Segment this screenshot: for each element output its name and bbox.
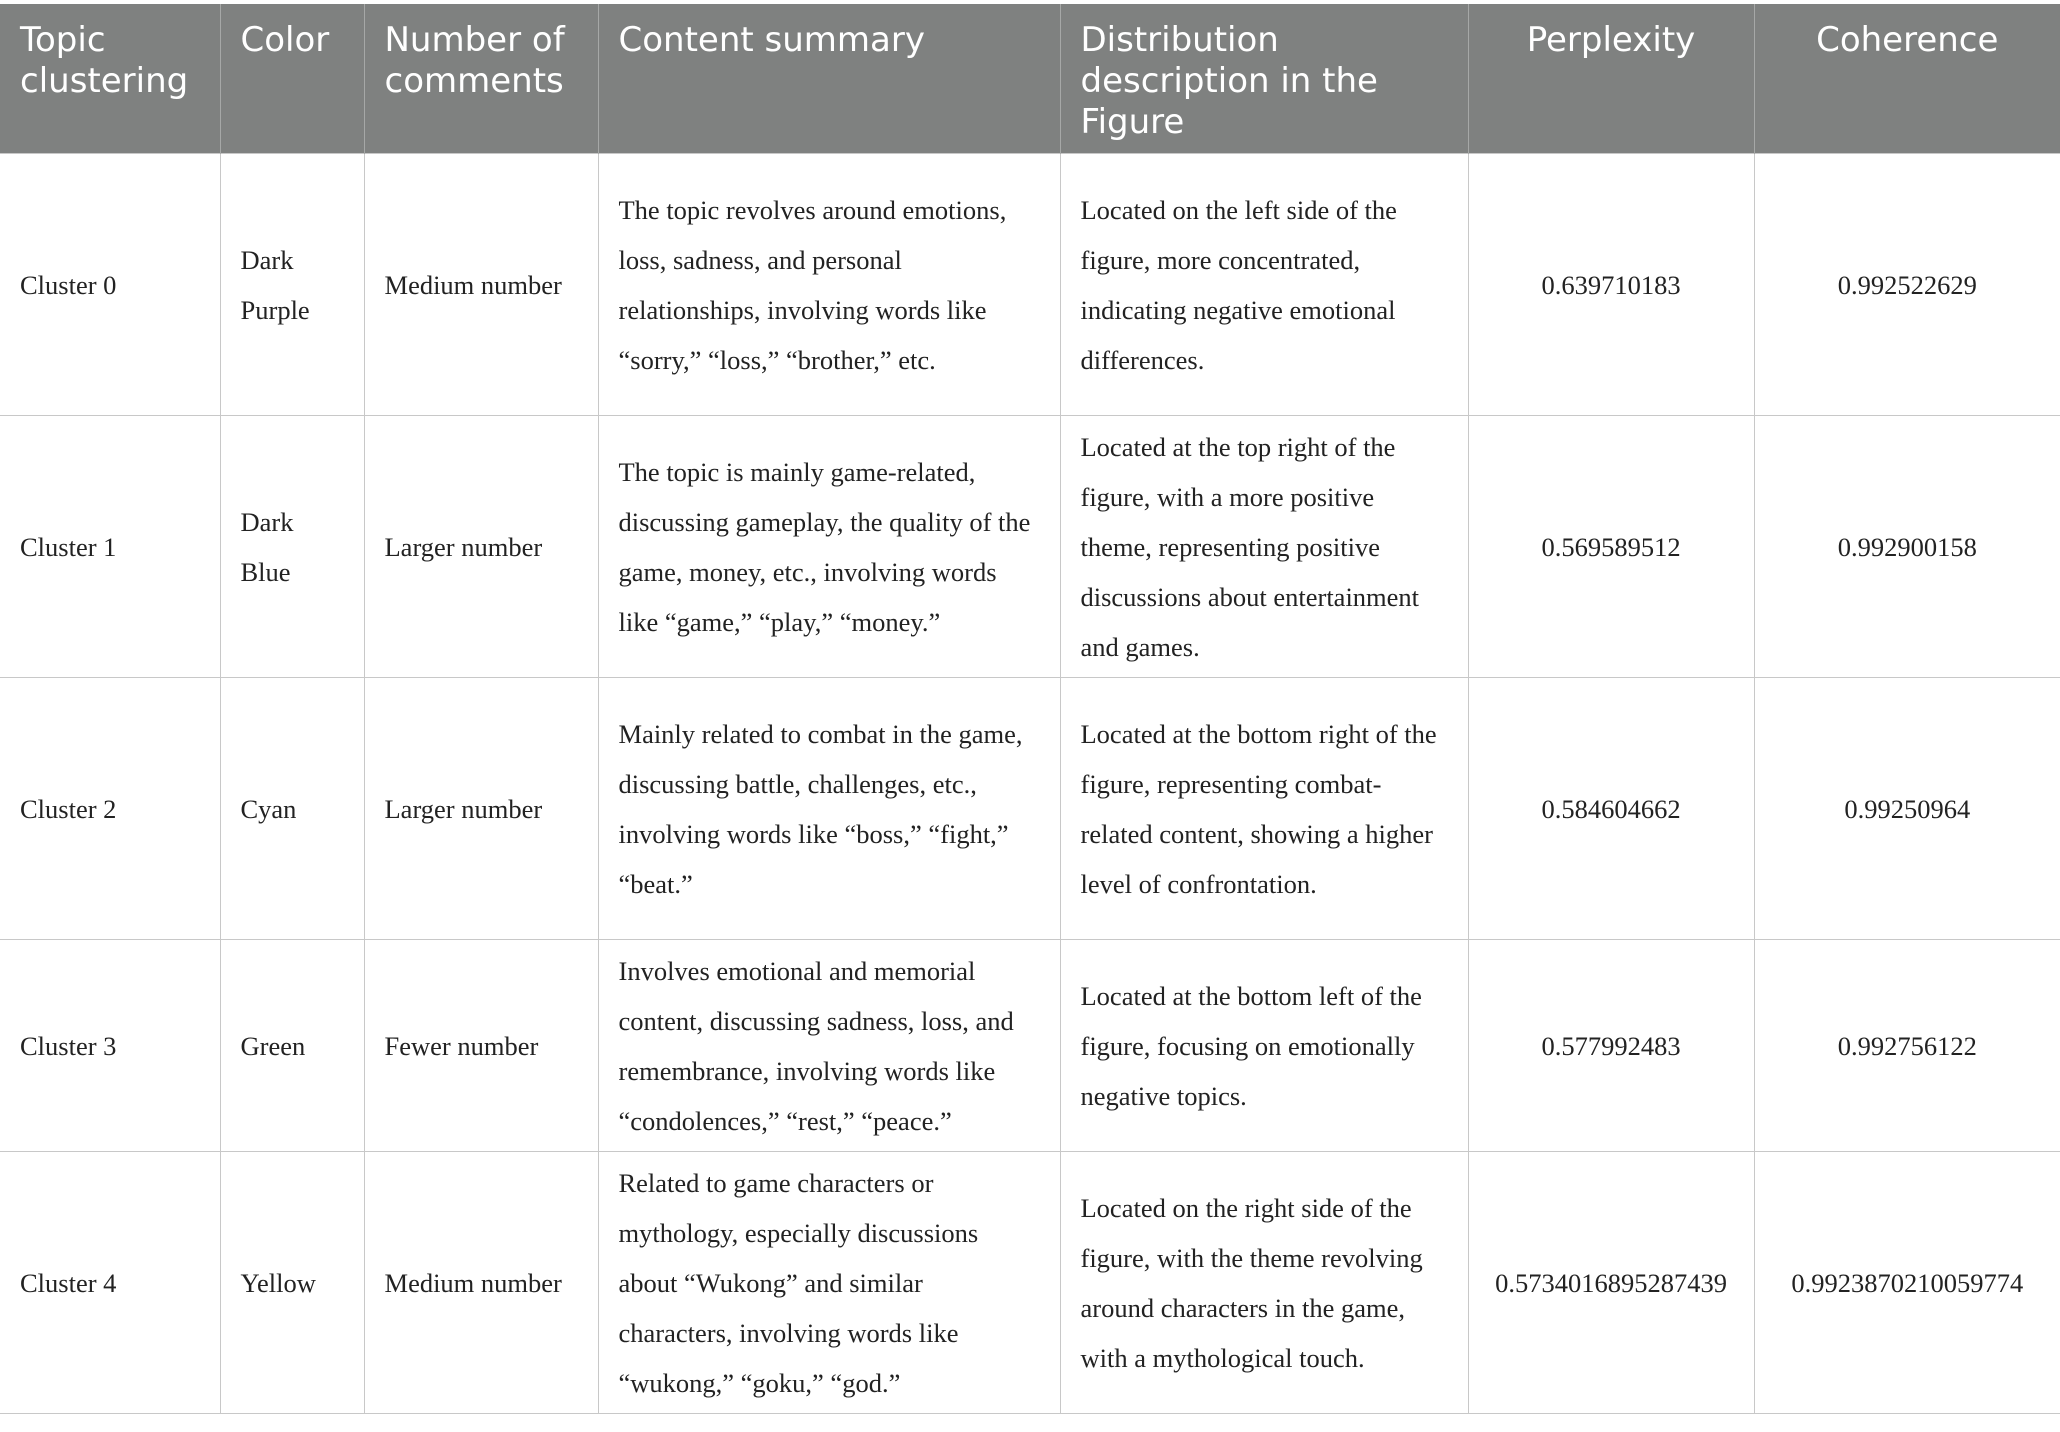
cell-topic: Cluster 1 bbox=[0, 416, 220, 678]
cell-perplexity: 0.5734016895287439 bbox=[1468, 1152, 1754, 1414]
cell-count: Larger number bbox=[364, 416, 598, 678]
cell-coherence: 0.99250964 bbox=[1754, 678, 2060, 940]
cell-count: Medium number bbox=[364, 1152, 598, 1414]
header-content-summary: Content summary bbox=[598, 4, 1060, 154]
cell-distribution: Located on the right side of the figure, with the theme revolving around characters in the game, with a mythological touch. bbox=[1060, 1152, 1468, 1414]
cell-count: Medium number bbox=[364, 154, 598, 416]
cell-distribution: Located at the bottom right of the figure, representing combat-related content, showing a higher level of confrontation. bbox=[1060, 678, 1468, 940]
table-row bbox=[0, 940, 2060, 1152]
cell-coherence: 0.9923870210059774 bbox=[1754, 1152, 2060, 1414]
header-number-of-comments: Number of comments bbox=[364, 4, 598, 154]
cell-coherence: 0.992756122 bbox=[1754, 940, 2060, 1152]
cell-distribution: Located on the left side of the figure, more concentrated, indicating negative emotional differences. bbox=[1060, 154, 1468, 416]
header-color: Color bbox=[220, 4, 364, 154]
header-distribution-description: Distribution description in the Figure bbox=[1060, 4, 1468, 154]
cell-summary: Mainly related to combat in the game, discussing battle, challenges, etc., involving words like “boss,” “fight,” “beat.” bbox=[598, 678, 1060, 940]
cell-topic: Cluster 4 bbox=[0, 1152, 220, 1414]
cell-topic: Cluster 3 bbox=[0, 940, 220, 1152]
cell-perplexity: 0.639710183 bbox=[1468, 154, 1754, 416]
cell-count: Larger number bbox=[364, 678, 598, 940]
cell-coherence: 0.992900158 bbox=[1754, 416, 2060, 678]
cell-distribution: Located at the bottom left of the figure, focusing on emotionally negative topics. bbox=[1060, 940, 1468, 1152]
cell-color: Green bbox=[220, 940, 364, 1152]
topic-clustering-table bbox=[0, 4, 2060, 1414]
table-header-row bbox=[0, 4, 2060, 154]
cell-color: Cyan bbox=[220, 678, 364, 940]
table-row bbox=[0, 154, 2060, 416]
cell-distribution: Located at the top right of the figure, with a more positive theme, representing positive discussions about entertainment and games. bbox=[1060, 416, 1468, 678]
header-perplexity: Perplexity bbox=[1468, 4, 1754, 154]
table-row bbox=[0, 416, 2060, 678]
cell-summary: Involves emotional and memorial content, discussing sadness, loss, and remembrance, involving words like “condolences,” “rest,” “peace.” bbox=[598, 940, 1060, 1152]
cell-coherence: 0.992522629 bbox=[1754, 154, 2060, 416]
cell-summary: The topic revolves around emotions, loss, sadness, and personal relationships, involving words like “sorry,” “loss,” “brother,” etc. bbox=[598, 154, 1060, 416]
cell-topic: Cluster 2 bbox=[0, 678, 220, 940]
cell-count: Fewer number bbox=[364, 940, 598, 1152]
table-row bbox=[0, 1152, 2060, 1414]
cell-color: Dark Blue bbox=[220, 416, 364, 678]
cell-topic: Cluster 0 bbox=[0, 154, 220, 416]
cell-summary: The topic is mainly game-related, discussing gameplay, the quality of the game, money, etc., involving words like “game,” “play,” “money.” bbox=[598, 416, 1060, 678]
cell-color: Yellow bbox=[220, 1152, 364, 1414]
header-topic-clustering: Topic clustering bbox=[0, 4, 220, 154]
header-coherence: Coherence bbox=[1754, 4, 2060, 154]
cell-summary: Related to game characters or mythology, especially discussions about “Wukong” and similar characters, involving words like “wukong,” “goku,” “god.” bbox=[598, 1152, 1060, 1414]
cell-perplexity: 0.577992483 bbox=[1468, 940, 1754, 1152]
cell-perplexity: 0.584604662 bbox=[1468, 678, 1754, 940]
cell-perplexity: 0.569589512 bbox=[1468, 416, 1754, 678]
table-row bbox=[0, 678, 2060, 940]
cell-color: Dark Purple bbox=[220, 154, 364, 416]
